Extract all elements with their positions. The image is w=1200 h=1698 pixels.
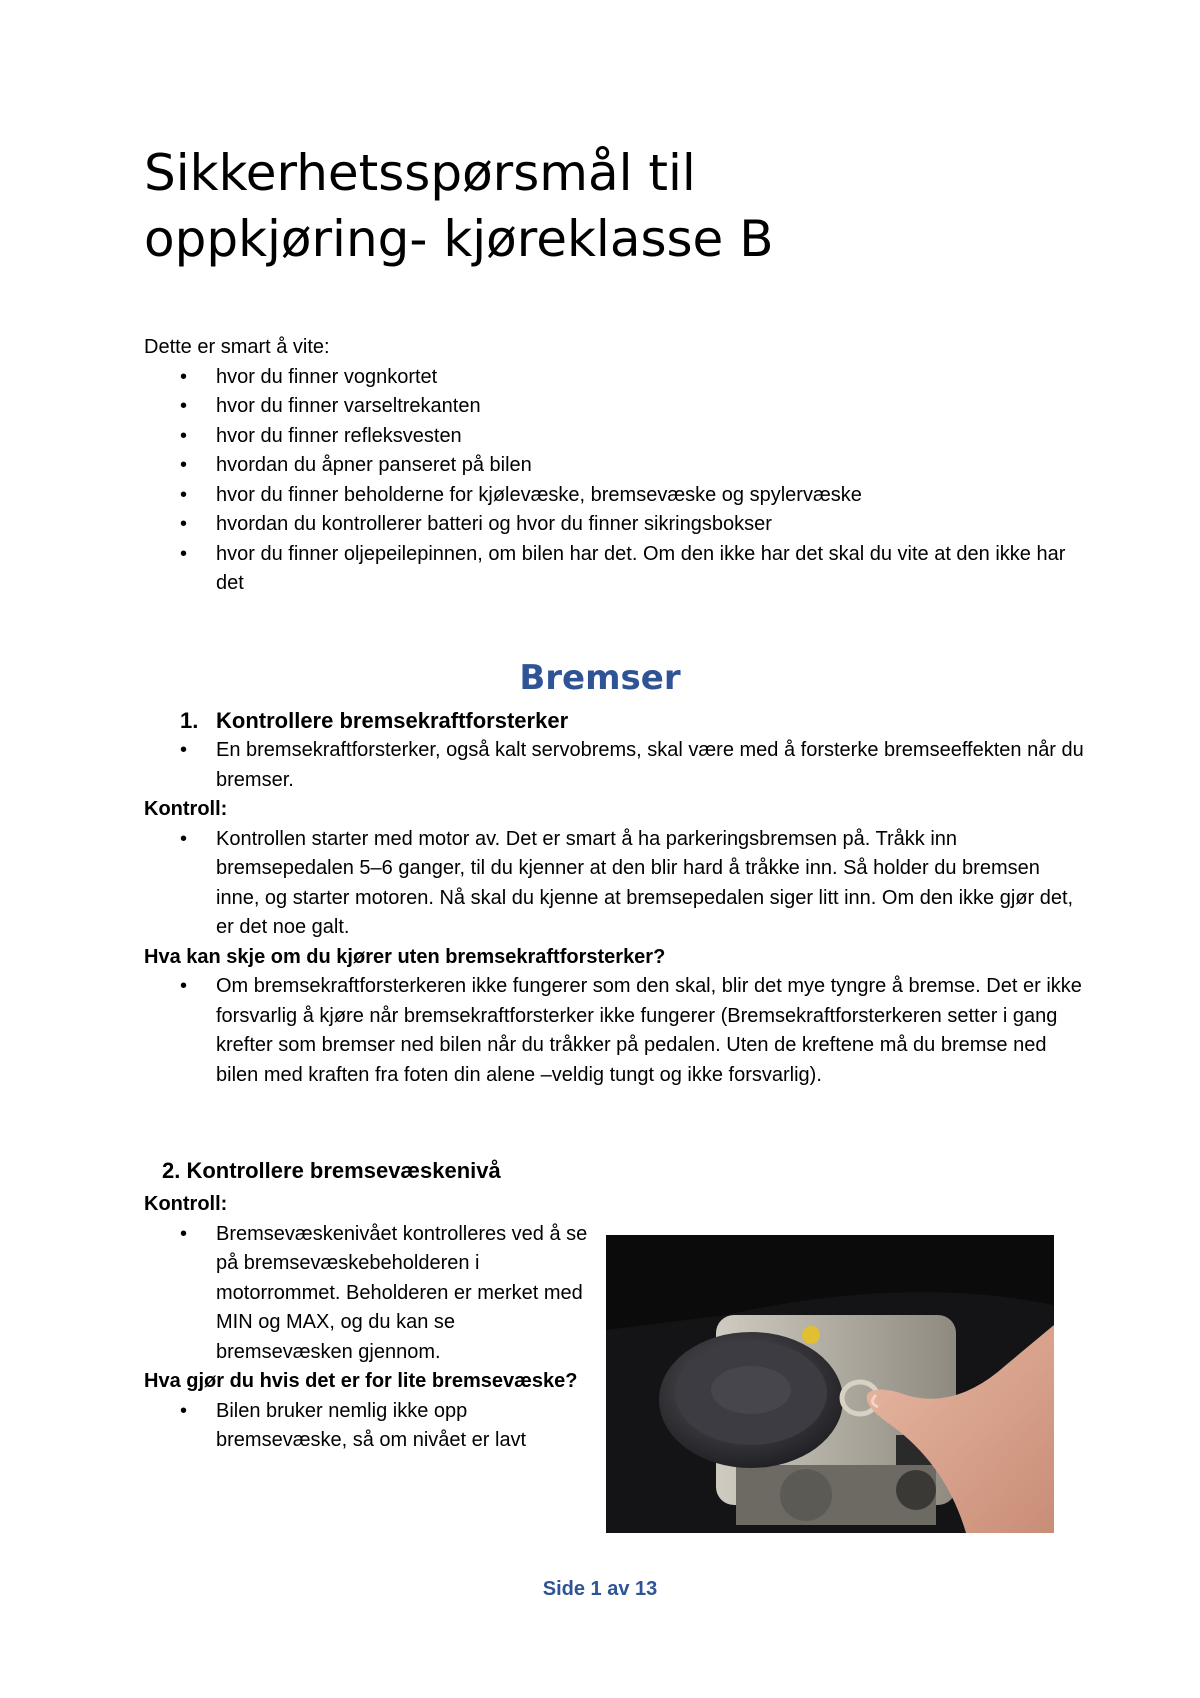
bullet-icon: • xyxy=(180,1222,188,1245)
intro-section xyxy=(144,333,1084,599)
list-item: • hvor du finner refleksvesten xyxy=(144,422,1084,452)
bullet-icon: • xyxy=(180,365,188,388)
answer-text: Bilen bruker nemlig ikke opp bremsevæske, så om nivået er lavt xyxy=(216,1399,527,1451)
list-item xyxy=(144,1220,594,1368)
bullet-icon: • xyxy=(180,424,188,447)
list-item: • hvor du finner vognkortet xyxy=(144,363,1084,393)
intro-label: Dette er smart å vite: xyxy=(144,336,330,358)
bullet-icon: • xyxy=(180,975,188,997)
subsection-bremsekraftforsterker xyxy=(144,706,1084,1090)
bullet-icon: • xyxy=(180,1399,188,1422)
control-label: Kontroll: xyxy=(144,798,228,820)
control-text: Bremsevæskenivået kontrolleres ved å se på bremsevæskebeholderen i motorrommet. Beholderen er merket med MIN og MAX, og du kan se bremsevæsken gjennom. xyxy=(216,1222,588,1363)
control-text: Kontrollen starter med motor av. Det er smart å ha parkeringsbremsen på. Tråkk inn bremsepedalen 5–6 ganger, til du kjenner at den blir hard å tråkke inn. Så holder du bremsen inne, og starter motoren. Nå skal du kjenne at bremsepedalen siger litt inn. Om den ikke gjør det, er det noe galt. xyxy=(216,827,1074,938)
bullet-icon: • xyxy=(180,542,188,565)
list-item: • hvordan du kontrollerer batteri og hvor du finner sikringsbokser xyxy=(144,510,1084,540)
bullet-icon: • xyxy=(180,739,188,761)
list-item: • hvor du finner beholderne for kjølevæske, bremsevæske og spylervæske xyxy=(144,481,1084,511)
description-text: En bremsekraftforsterker, også kalt servobrems, skal være med å forsterke bremseeffekten når du bremser. xyxy=(216,739,1084,791)
control-label: Kontroll: xyxy=(144,1193,228,1215)
page-number: Side 1 av 13 xyxy=(542,1578,658,1600)
section-title-bremser: Bremser xyxy=(519,658,681,698)
subsection-heading-bremsevaeskeniva: 2. Kontrollere bremsevæskenivå xyxy=(162,1158,501,1183)
question-label: Hva gjør du hvis det er for lite bremsevæske? xyxy=(144,1370,578,1392)
list-item xyxy=(144,825,1084,943)
bullet-icon: • xyxy=(180,395,188,417)
bullet-icon: • xyxy=(180,827,188,850)
document-title xyxy=(144,140,1104,272)
bullet-icon: • xyxy=(180,483,188,506)
answer-text: Om bremsekraftforsterkeren ikke fungerer som den skal, blir det mye tyngre å bremse. Det er ikke forsvarlig å kjøre når bremsekraftforsterker ikke fungerer (Bremsekraftforsterkeren setter i gang krefter som bremser ned bilen når du tråkker på pedalen. Uten de kreftene må du bremse ned bilen med kraften fra foten din alene –veldig tungt og ikke forsvarlig). xyxy=(216,975,1082,1086)
brake-fluid-reservoir-photo xyxy=(606,1235,1054,1533)
list-item: • hvordan du åpner panseret på bilen xyxy=(144,451,1084,481)
list-item xyxy=(144,972,1084,1090)
bullet-icon: • xyxy=(180,454,188,476)
bullet-icon: • xyxy=(180,513,188,535)
title-line-2: oppkjøring- kjøreklasse B xyxy=(144,210,774,268)
list-item xyxy=(144,1397,594,1456)
list-item: • hvor du finner oljepeilepinnen, om bilen har det. Om den ikke har det skal du vite at den ikke har det xyxy=(144,540,1084,599)
list-item xyxy=(144,736,1084,795)
list-item: • hvor du finner varseltrekanten xyxy=(144,392,1084,422)
subsection-bremsevaeskeniva xyxy=(144,1190,594,1456)
title-line-1: Sikkerhetsspørsmål til xyxy=(144,144,696,202)
question-label: Hva kan skje om du kjører uten bremsekraftforsterker? xyxy=(144,945,666,968)
subsection-heading: 1. Kontrollere bremsekraftforsterker xyxy=(144,706,1084,736)
intro-list xyxy=(144,363,1084,599)
subsection-number: 1. xyxy=(180,708,199,733)
